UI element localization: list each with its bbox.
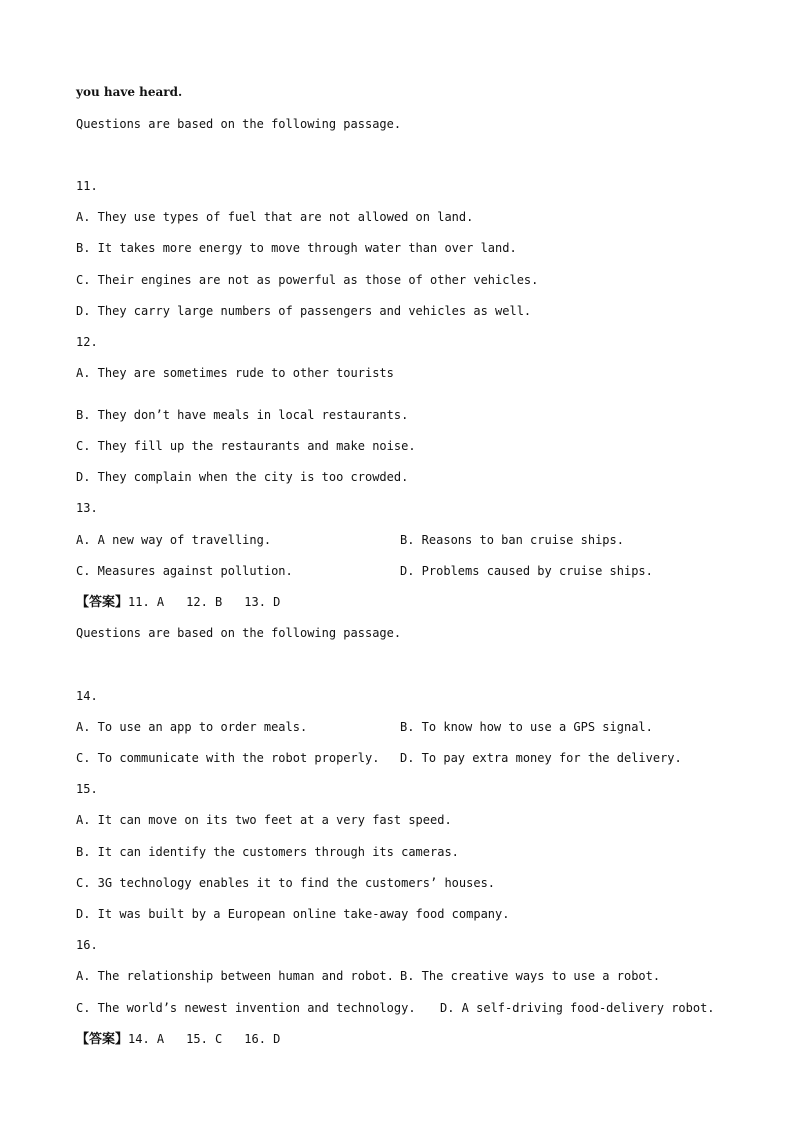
answer-tag: 【答案】 — [76, 1032, 129, 1047]
answer-item: 12. B — [186, 595, 223, 609]
q11-option-d: D. They carry large numbers of passengers and vehicles as well. — [76, 304, 532, 318]
q13-option-b: B. Reasons to ban cruise ships. — [400, 533, 624, 547]
question-number-13: 13. — [76, 501, 98, 515]
q12-option-c: C. They fill up the restaurants and make noise. — [76, 439, 416, 453]
q12-option-d: D. They complain when the city is too crowded. — [76, 470, 409, 484]
answer-item: 11. A — [128, 595, 165, 609]
q15-option-a: A. It can move on its two feet at a very fast speed. — [76, 813, 452, 827]
q14-option-b: B. To know how to use a GPS signal. — [400, 720, 653, 734]
answer-key-1 — [76, 594, 280, 611]
q14-option-d: D. To pay extra money for the delivery. — [400, 751, 682, 765]
heard-line: you have heard. — [76, 85, 183, 99]
q13-option-a: A. A new way of travelling. — [76, 533, 272, 547]
q13-option-c: C. Measures against pollution. — [76, 564, 293, 578]
q11-option-a: A. They use types of fuel that are not allowed on land. — [76, 210, 474, 224]
answer-tag: 【答案】 — [76, 595, 129, 610]
q14-option-c: C. To communicate with the robot properly. — [76, 751, 380, 765]
q15-option-b: B. It can identify the customers through its cameras. — [76, 845, 459, 859]
q12-option-b: B. They don’t have meals in local restaurants. — [76, 408, 409, 422]
question-number-14: 14. — [76, 689, 98, 703]
section1-intro: Questions are based on the following passage. — [76, 117, 402, 131]
question-number-16: 16. — [76, 938, 98, 952]
question-number-15: 15. — [76, 782, 98, 796]
q12-option-a: A. They are sometimes rude to other tourists — [76, 366, 394, 380]
answer-key-2 — [76, 1031, 280, 1048]
question-number-11: 11. — [76, 179, 98, 193]
q16-option-a: A. The relationship between human and robot. — [76, 969, 394, 983]
q13-option-d: D. Problems caused by cruise ships. — [400, 564, 653, 578]
answer-item: 14. A — [128, 1032, 165, 1046]
q11-option-c: C. Their engines are not as powerful as those of other vehicles. — [76, 273, 539, 287]
q11-option-b: B. It takes more energy to move through water than over land. — [76, 241, 517, 255]
answer-item: 15. C — [186, 1032, 223, 1046]
q15-option-c: C. 3G technology enables it to find the customers’ houses. — [76, 876, 496, 890]
section2-intro: Questions are based on the following passage. — [76, 626, 402, 640]
q14-option-a: A. To use an app to order meals. — [76, 720, 308, 734]
answer-item: 13. D — [244, 595, 281, 609]
answer-item: 16. D — [244, 1032, 281, 1046]
q16-option-c: C. The world’s newest invention and technology. — [76, 1001, 416, 1015]
question-number-12: 12. — [76, 335, 98, 349]
q16-option-b: B. The creative ways to use a robot. — [400, 969, 661, 983]
q15-option-d: D. It was built by a European online take-away food company. — [76, 907, 510, 921]
q16-option-d: D. A self-driving food-delivery robot. — [440, 1001, 715, 1015]
